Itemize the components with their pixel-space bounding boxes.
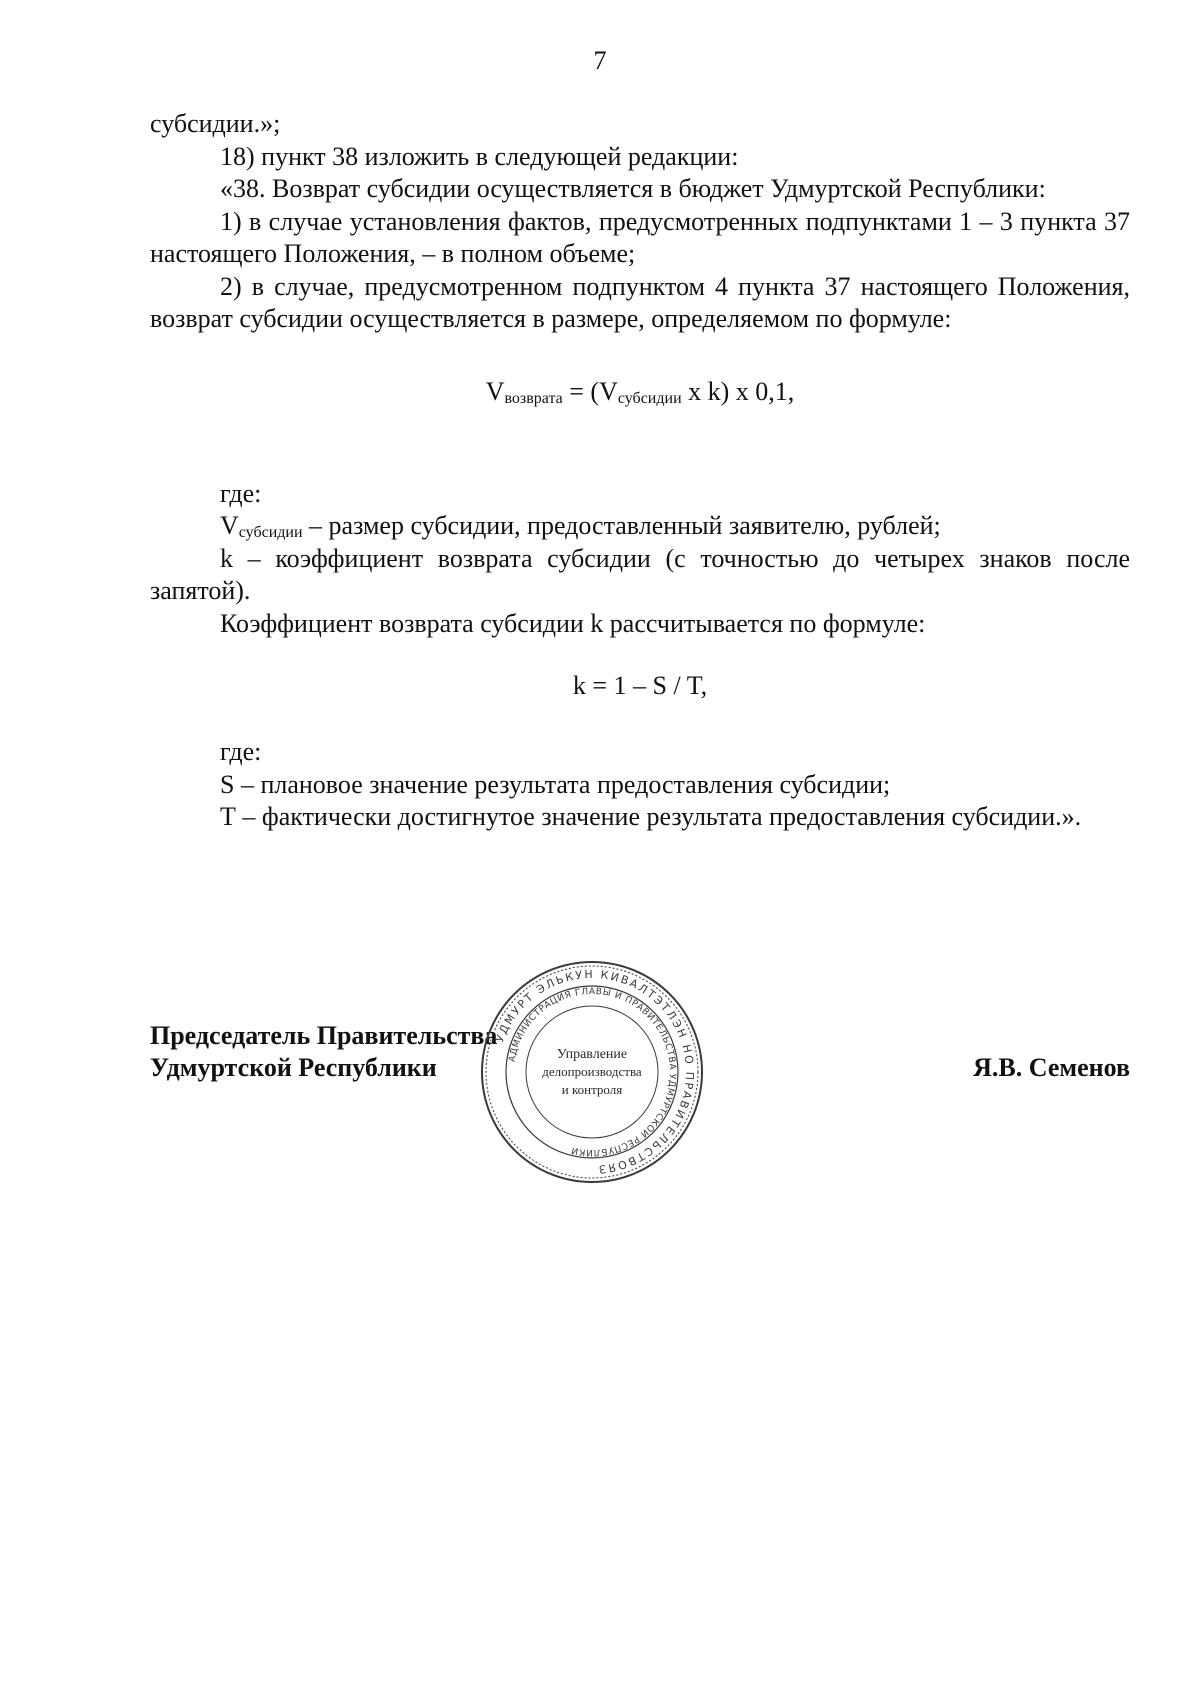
where-label-1: где: bbox=[220, 478, 262, 508]
stamp-center-line2: делопроизводства bbox=[542, 1064, 642, 1079]
stamp-inner-text: АДМИНИСТРАЦИЯ ГЛАВЫ И ПРАВИТЕЛЬСТВА УДМУРТСКОЙ РЕСПУБЛИКИ bbox=[507, 986, 678, 1158]
paragraph-continuation: субсидии.»; bbox=[150, 109, 281, 138]
paragraph-subpoint-2: 2) в случае, предусмотренном подпунктом 4 пункта 37 настоящего Положения, возврат субсидии осуществляется в размере, определяемом по формуле: bbox=[150, 271, 1130, 333]
formula-return-subscript: возврата bbox=[504, 389, 563, 407]
stamp-outer-text: УДМУРТ ЭЛЬКУН КИВАЛТЭТЛЭН НО ПРАВИТЕЛЬСТВОЯЗ bbox=[493, 967, 697, 1176]
signatory-title-line2: Удмуртской Республики bbox=[150, 1053, 437, 1082]
stamp-center-line1: Управление bbox=[556, 1047, 628, 1062]
page-number: 7 bbox=[593, 46, 607, 75]
definition-v-text: – размер субсидии, предоставленный заявителю, рублей; bbox=[302, 511, 941, 540]
formula-subsidy-subscript: субсидии bbox=[617, 389, 682, 407]
official-seal-stamp bbox=[478, 958, 706, 1186]
definition-v-subscript: субсидии bbox=[238, 524, 303, 541]
paragraph-subpoint-1: 1) в случае установления фактов, предусмотренных подпунктами 1 – 3 пункта 37 настоящего Положения, – в полном объеме; bbox=[150, 206, 1130, 268]
definition-v-symbol: V bbox=[220, 511, 239, 540]
definition-t: Т – фактически достигнутое значение результата предоставления субсидии.». bbox=[220, 802, 1082, 831]
signatory-title bbox=[150, 1020, 497, 1084]
document-body bbox=[150, 108, 1130, 834]
formula-return-amount bbox=[150, 376, 1130, 408]
formula-v-symbol: V bbox=[485, 376, 505, 406]
formula-coefficient: k = 1 – S / T, bbox=[572, 671, 708, 700]
formula-rest: x k) x 0,1, bbox=[681, 376, 795, 406]
definition-s: S – плановое значение результата предоставления субсидии; bbox=[220, 769, 891, 799]
formula-v-symbol-2: V bbox=[599, 376, 618, 406]
coefficient-intro: Коэффициент возврата субсидии k рассчитывается по формуле: bbox=[220, 608, 926, 638]
stamp-center-line3: и контроля bbox=[561, 1082, 623, 1097]
definition-v-subsidy bbox=[150, 510, 1130, 543]
formula-eq-open: = ( bbox=[562, 376, 600, 406]
where-label-2: где: bbox=[220, 737, 262, 766]
definition-k: k – коэффициент возврата субсидии (с точностью до четырех знаков после запятой). bbox=[150, 543, 1130, 605]
paragraph-item-18: 18) пункт 38 изложить в следующей редакции: bbox=[220, 141, 739, 171]
signatory-title-line1: Председатель Правительства bbox=[150, 1021, 498, 1050]
paragraph-point-38: «38. Возврат субсидии осуществляется в бюджет Удмуртской Республики: bbox=[220, 174, 1046, 203]
signatory-name: Я.В. Семенов bbox=[973, 1053, 1130, 1082]
